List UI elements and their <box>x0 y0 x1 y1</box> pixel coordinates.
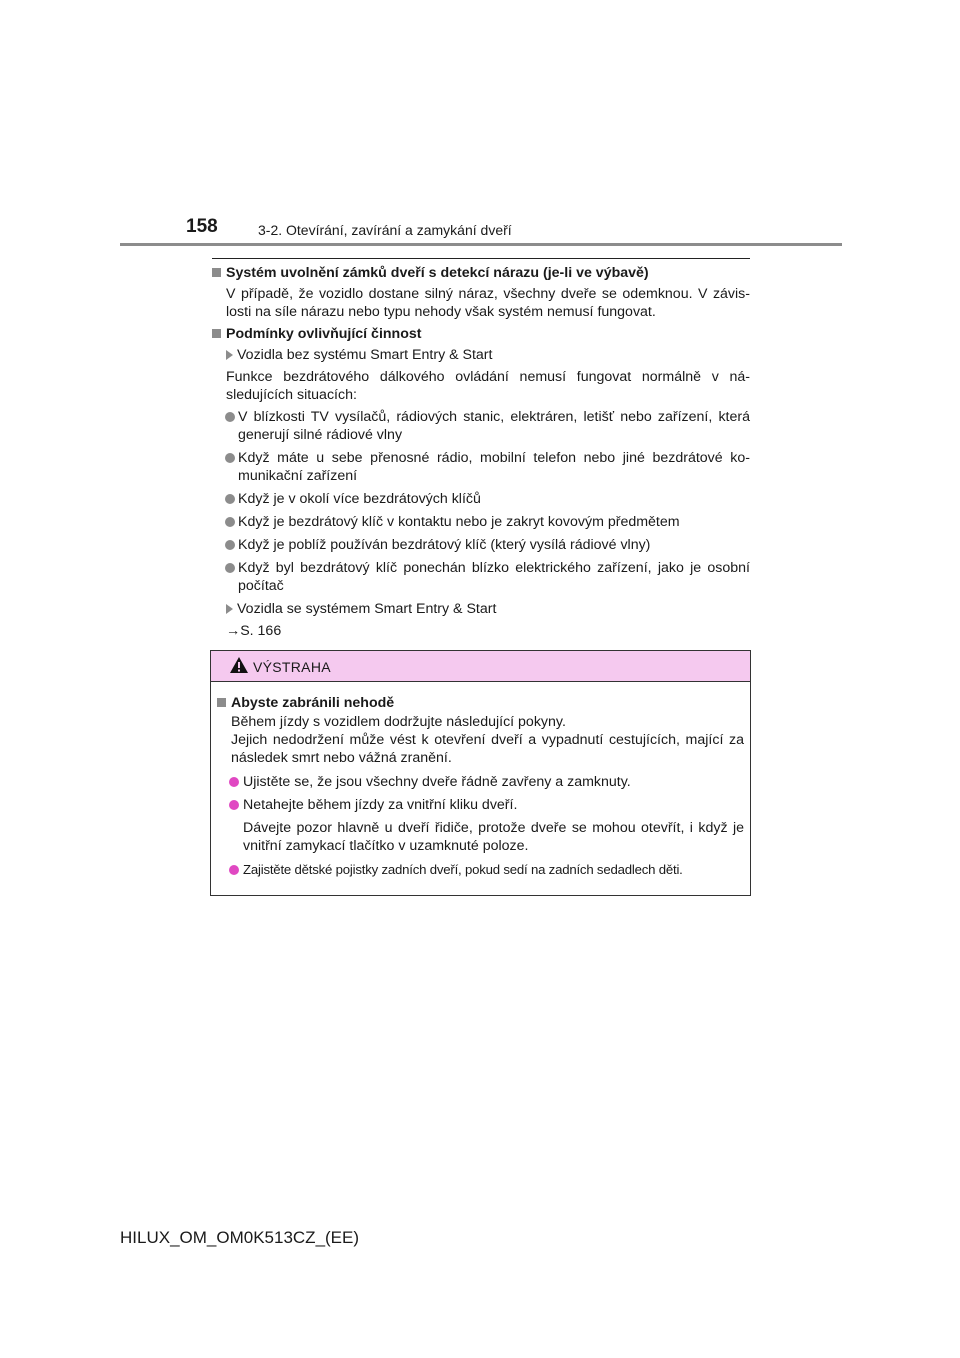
list-item-detail: Dávejte pozor hlavně u dveří řidiče, protože dveře se mohou otevřít, i když je vnitřní zamykací tlačítko v uzamknuté poloze. <box>243 820 744 854</box>
heading-text: Abyste zabránili nehodě <box>231 695 395 711</box>
list-item <box>212 513 750 531</box>
list-item-text: Když je v okolí více bezdrátových klíčů <box>238 491 481 507</box>
circle-bullet-icon <box>225 563 235 573</box>
circle-bullet-icon <box>229 865 239 875</box>
triangle-arrow-icon <box>226 350 233 360</box>
list-item-text: Zajistěte dětské pojistky zadních dveří, pokud sedí na zadních sedadlech děti. <box>243 862 683 877</box>
subheading <box>212 600 750 618</box>
list-item-text: Netahejte během jízdy za vnitřní kliku dveří. <box>243 797 518 813</box>
list-item <box>217 796 744 814</box>
paragraph: Funkce bezdrátového dálkového ovládání nemusí fungovat normálně v ná-sledujících situacích: <box>226 369 750 403</box>
heading-text: Systém uvolnění zámků dveří s detekcí nárazu (je-li ve výbavě) <box>226 265 649 281</box>
list-item <box>217 861 744 879</box>
warning-title: VÝSTRAHA <box>253 659 331 675</box>
list-item <box>212 449 750 485</box>
subheading <box>212 346 750 364</box>
circle-bullet-icon <box>225 453 235 463</box>
circle-bullet-icon <box>225 517 235 527</box>
subheading-text: Vozidla bez systému Smart Entry & Start <box>237 347 493 363</box>
list-item-text: Když je poblíž používán bezdrátový klíč (který vysílá rádiové vlny) <box>238 537 651 553</box>
circle-bullet-icon <box>229 800 239 810</box>
section-title: 3-2. Otevírání, zavírání a zamykání dveří <box>258 222 512 238</box>
warning-triangle-icon <box>229 656 249 674</box>
list-item <box>212 490 750 508</box>
list-item-text: Ujistěte se, že jsou všechny dveře řádně zavřeny a zamknuty. <box>243 774 631 790</box>
warning-heading <box>217 694 744 712</box>
paragraph: Během jízdy s vozidlem dodržujte následující pokyny. <box>231 714 566 730</box>
main-content <box>212 264 750 640</box>
list-item <box>212 408 750 444</box>
heading-text: Podmínky ovlivňující činnost <box>226 326 422 342</box>
header-divider <box>120 243 842 246</box>
warning-header <box>211 651 750 682</box>
list-item <box>217 773 744 791</box>
content-divider <box>212 258 750 259</box>
page-number: 158 <box>186 216 218 237</box>
list-item-text: Když máte u sebe přenosné rádio, mobilní telefon nebo jiné bezdrátové ko-munikační zařízení <box>238 450 750 484</box>
footer-document-code: HILUX_OM_OM0K513CZ_(EE) <box>120 1228 360 1247</box>
section-heading <box>212 264 750 282</box>
subheading-text: Vozidla se systémem Smart Entry & Start <box>237 601 497 617</box>
circle-bullet-icon <box>225 494 235 504</box>
square-bullet-icon <box>217 698 226 707</box>
circle-bullet-icon <box>225 540 235 550</box>
list-item-text: V blízkosti TV vysílačů, rádiových stanic, elektráren, letišť nebo zařízení, která generují silné rádiové vlny <box>238 409 750 443</box>
warning-box <box>210 650 751 896</box>
section-heading <box>212 325 750 343</box>
paragraph: Jejich nedodržení může vést k otevření dveří a vypadnutí cestujících, mající za následek smrt nebo vážná zranění. <box>231 732 744 766</box>
page-reference: →S. 166 <box>226 623 282 639</box>
circle-bullet-icon <box>229 777 239 787</box>
triangle-arrow-icon <box>226 604 233 614</box>
list-item <box>212 559 750 595</box>
circle-bullet-icon <box>225 412 235 422</box>
list-item-text: Když byl bezdrátový klíč ponechán blízko elektrického zařízení, jako je osobní počítač <box>238 560 750 594</box>
warning-body <box>211 682 750 879</box>
list-item <box>212 536 750 554</box>
list-item-text: Když je bezdrátový klíč v kontaktu nebo je zakryt kovovým předmětem <box>238 514 680 530</box>
paragraph: V případě, že vozidlo dostane silný náraz, všechny dveře se odemknou. V závis-losti na síle nárazu nebo typu nehody však systém nemusí fungovat. <box>226 286 750 320</box>
square-bullet-icon <box>212 329 221 338</box>
square-bullet-icon <box>212 268 221 277</box>
